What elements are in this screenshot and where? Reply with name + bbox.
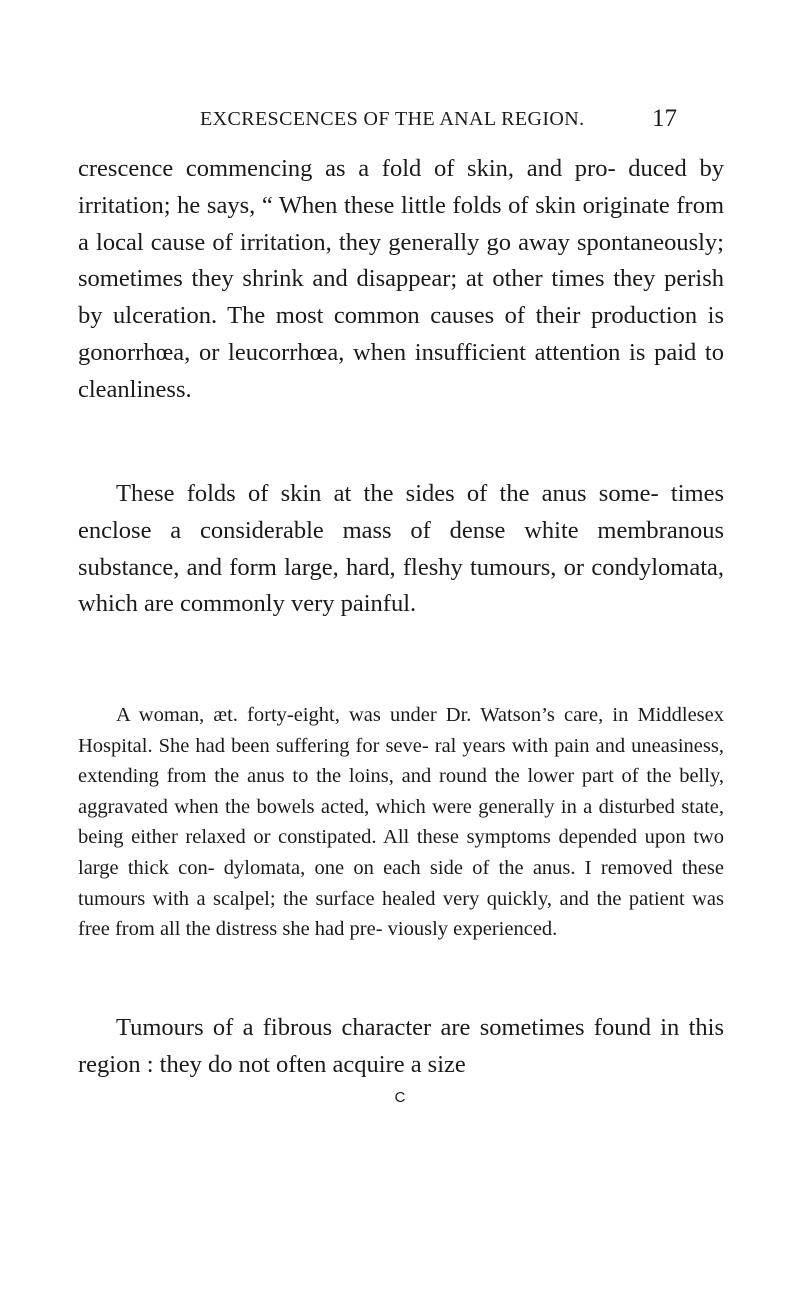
signature-mark: C	[394, 1089, 406, 1106]
body-paragraph-2: These folds of skin at the sides of the anus some- times enclose a considerable mass of dense white membranous substance, and form large, hard, fleshy tumours, or condylomata, which are commonly very painful.	[78, 480, 724, 618]
running-head	[0, 104, 800, 134]
body-paragraph-1: crescence commencing as a fold of skin, and pro- duced by irritation; he says, “ When these little folds of skin originate from a local cause of irritation, they generally go away spontaneously; sometimes they shrink and disappear; at other times they perish by ulceration. The most common causes of their production is gonorrhœa, or leucorrhœa, when insufficient attention is paid to cleanliness.	[78, 155, 724, 403]
running-title: EXCRESCENCES OF THE ANAL REGION.	[200, 108, 585, 130]
body-paragraph-3: Tumours of a fibrous character are sometimes found in this region : they do not often acquire a size	[78, 1014, 724, 1078]
page-number: 17	[652, 105, 677, 132]
case-note-paragraph: A woman, æt. forty-eight, was under Dr. Watson’s care, in Middlesex Hospital. She had been suffering for seve- ral years with pain and uneasiness, extending from the anus to the loins, and round the lower part of the belly, aggravated when the bowels acted, which were generally in a disturbed state, being either relaxed or constipated. All these symptoms depended upon two large thick con- dylomata, one on each side of the anus. I removed these tumours with a scalpel; the surface healed very quickly, and the patient was free from all the distress she had pre- viously experienced.	[78, 704, 724, 941]
